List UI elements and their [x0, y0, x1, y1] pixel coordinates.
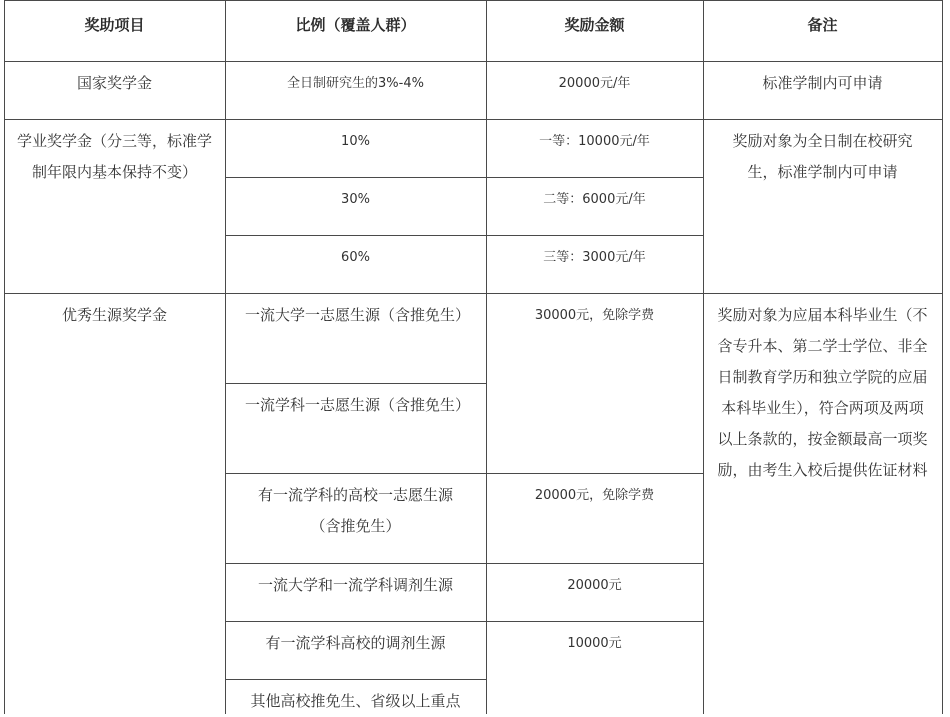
excellent-note: 奖励对象为应届本科毕业生（不含专升本、第二学士学位、非全日制教育学历和独立学院的应届本科毕业生），符合两项及两项以上条款的，按金额最高一项奖励，由考生入校后提供佐证材料 — [717, 306, 928, 479]
grid-line — [225, 177, 703, 178]
grid-line — [4, 293, 943, 294]
excellent-row3-ratio: 有一流学科的高校一志愿生源（含推免生） — [257, 486, 453, 535]
excellent-row4-ratio: 一流大学和一流学科调剂生源 — [257, 576, 453, 594]
header-amount: 奖励金额 — [564, 16, 625, 34]
excellent-row1-ratio: 一流大学一志愿生源（含推免生） — [245, 306, 471, 324]
academic-tier3-ratio: 60% — [341, 250, 370, 265]
excellent-row6-ratio: 其他高校推免生、省级以上重点 — [250, 692, 461, 710]
grid-line — [4, 61, 943, 62]
national-note: 标准学制内可申请 — [762, 74, 883, 92]
grid-line — [225, 235, 703, 236]
header-note: 备注 — [807, 16, 838, 34]
grid-line — [942, 0, 943, 714]
academic-tier2-amount: 二等：6000元/年 — [543, 192, 646, 207]
excellent-row4-amount: 20000元 — [567, 578, 622, 593]
grid-line — [486, 0, 487, 714]
grid-line — [225, 679, 486, 680]
header-ratio: 比例（覆盖人群） — [295, 16, 416, 34]
grid-line — [225, 621, 703, 622]
grid-line — [225, 563, 703, 564]
excellent-item: 优秀生源奖学金 — [61, 306, 167, 324]
grid-line — [225, 0, 226, 714]
grid-line — [225, 383, 486, 384]
grid-line — [4, 119, 943, 120]
excellent-row5-ratio: 有一流学科高校的调剂生源 — [265, 634, 446, 652]
national-amount: 20000元/年 — [558, 76, 631, 91]
national-item: 国家奖学金 — [76, 74, 152, 92]
academic-item: 学业奖学金（分三等，标准学制年限内基本保持不变） — [16, 132, 212, 181]
academic-tier2-ratio: 30% — [341, 192, 370, 207]
national-ratio: 全日制研究生的3%-4% — [287, 76, 424, 91]
excellent-row1-amount: 30000元，免除学费 — [534, 308, 655, 323]
academic-tier1-amount: 一等：10000元/年 — [539, 134, 650, 149]
grid-line — [4, 0, 943, 1]
grid-line — [4, 0, 5, 714]
academic-tier1-ratio: 10% — [341, 134, 370, 149]
academic-tier3-amount: 三等：3000元/年 — [543, 250, 646, 265]
grid-line — [703, 0, 704, 714]
header-item: 奖助项目 — [84, 16, 145, 34]
excellent-row5-amount: 10000元 — [567, 636, 622, 651]
excellent-row2-ratio: 一流学科一志愿生源（含推免生） — [245, 396, 471, 414]
excellent-row3-amount: 20000元，免除学费 — [534, 488, 655, 503]
grid-line — [225, 473, 703, 474]
academic-note: 奖励对象为全日制在校研究生，标准学制内可申请 — [732, 132, 913, 181]
